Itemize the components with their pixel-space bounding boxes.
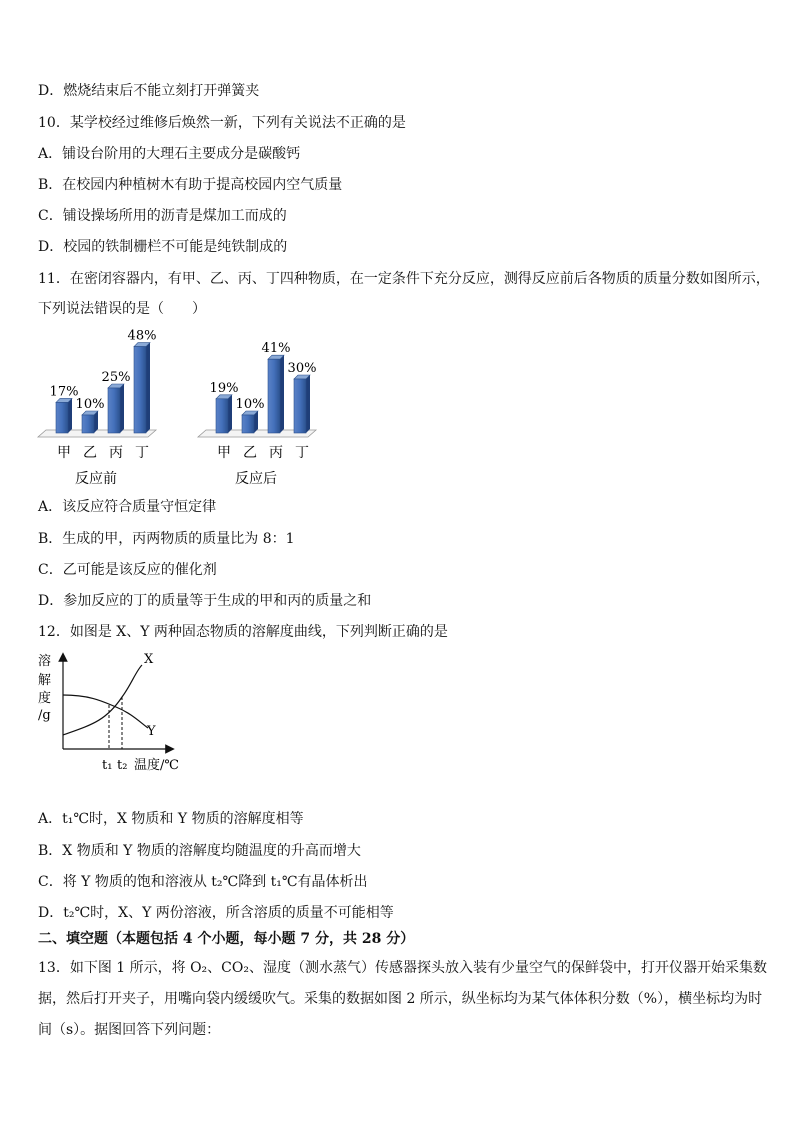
bar	[268, 359, 280, 433]
q10-option-c: C．铺设操场所用的沥青是煤加工而成的	[38, 208, 287, 224]
bar	[134, 347, 146, 433]
q10-option-d: D．校园的铁制栅栏不可能是纯铁制成的	[38, 239, 288, 255]
bar-side	[120, 384, 124, 433]
category-label: 丁	[135, 445, 149, 461]
q12-option-c: C．将 Y 物质的饱和溶液从 t₂℃降到 t₁℃有晶体析出	[38, 874, 368, 890]
q11-option-d: D．参加反应的丁的质量等于生成的甲和丙的质量之和	[38, 593, 372, 609]
bar-value-label: 41%	[261, 341, 291, 357]
bar-side	[68, 398, 72, 433]
series-y-curve	[63, 695, 148, 728]
solubility-curve-chart	[36, 645, 196, 777]
series-x-label: X	[144, 652, 154, 667]
question-13-line1: 13．如下图 1 所示，将 O₂、CO₂、湿度（测水蒸气）传感器探头放入装有少量空气的保鲜袋中，打开仪器开始采集数	[38, 960, 767, 976]
bar-chart-after	[196, 325, 320, 495]
y-axis-label-char: 度	[38, 691, 52, 706]
category-label: 甲	[57, 445, 71, 461]
q11-option-a: A．该反应符合质量守恒定律	[38, 499, 217, 515]
category-label: 乙	[83, 445, 97, 461]
category-label: 丙	[109, 445, 123, 461]
y-axis-label-char: 溶	[38, 654, 52, 669]
q10-option-a: A．铺设台阶用的大理石主要成分是碳酸钙	[38, 146, 301, 162]
category-label: 丁	[295, 445, 309, 461]
series-y-label: Y	[147, 724, 156, 739]
question-10: 10．某学校经过维修后焕然一新，下列有关说法不正确的是	[38, 115, 406, 131]
bar	[216, 399, 228, 433]
bar-value-label: 10%	[235, 397, 265, 412]
bar	[294, 379, 306, 433]
question-11: 11．在密闭容器内，有甲、乙、丙、丁四种物质，在一定条件下充分反应，测得反应前后各物质的质量分数如图所示，	[38, 271, 770, 287]
bar-side	[280, 355, 284, 433]
question-13-line3: 间（s）。据图回答下列问题：	[38, 1022, 221, 1038]
question-11-cont: 下列说法错误的是（ ）	[38, 301, 206, 317]
option-d-q9: D．燃烧结束后不能立刻打开弹簧夹	[38, 83, 260, 99]
bar-value-label: 48%	[127, 328, 157, 344]
question-13-line2: 据，然后打开夹子，用嘴向袋内缓缓吹气。采集的数据如图 2 所示，纵坐标均为某气体体积分数（%），横坐标均为时	[38, 991, 763, 1007]
category-label: 甲	[217, 445, 231, 461]
series-x-curve	[63, 665, 142, 735]
q10-option-b: B．在校园内种植树木有助于提高校园内空气质量	[38, 177, 343, 193]
q12-option-d: D．t₂℃时，X、Y 两份溶液，所含溶质的质量不可能相等	[38, 905, 394, 921]
bar-value-label: 10%	[75, 397, 105, 412]
x-tick-t2: t₂	[117, 758, 128, 773]
question-12: 12．如图是 X、Y 两种固态物质的溶解度曲线，下列判断正确的是	[38, 624, 448, 640]
bar	[108, 388, 120, 433]
chart-title-after: 反应后	[235, 471, 277, 487]
q12-option-a: A．t₁℃时，X 物质和 Y 物质的溶解度相等	[38, 811, 304, 827]
category-label: 乙	[243, 445, 257, 461]
bar	[56, 402, 68, 433]
bar-value-label: 30%	[287, 361, 317, 376]
bar-side	[146, 343, 150, 433]
bar-value-label: 19%	[209, 380, 239, 396]
x-tick-t1: t₁	[102, 758, 113, 773]
category-label: 丙	[269, 445, 283, 461]
bar-side	[306, 375, 310, 433]
bar-value-label: 25%	[101, 370, 131, 385]
y-axis-label-char: 解	[38, 673, 52, 688]
chart-title-before: 反应前	[75, 471, 117, 487]
q11-option-c: C．乙可能是该反应的催化剂	[38, 562, 217, 578]
bar-side	[228, 395, 232, 433]
bar-chart-before	[36, 325, 160, 495]
q11-option-b: B．生成的甲，丙两物质的质量比为 8：1	[38, 531, 295, 547]
q12-option-b: B．X 物质和 Y 物质的溶解度均随温度的升高而增大	[38, 843, 361, 859]
section-heading-fill-in: 二、填空题（本题包括 4 个小题，每小题 7 分，共 28 分）	[38, 931, 415, 947]
x-axis-label: 温度/℃	[134, 758, 179, 773]
bar	[242, 415, 254, 433]
bar-value-label: 17%	[49, 384, 79, 400]
bar	[82, 415, 94, 433]
y-axis-label-char: /g	[38, 708, 51, 723]
